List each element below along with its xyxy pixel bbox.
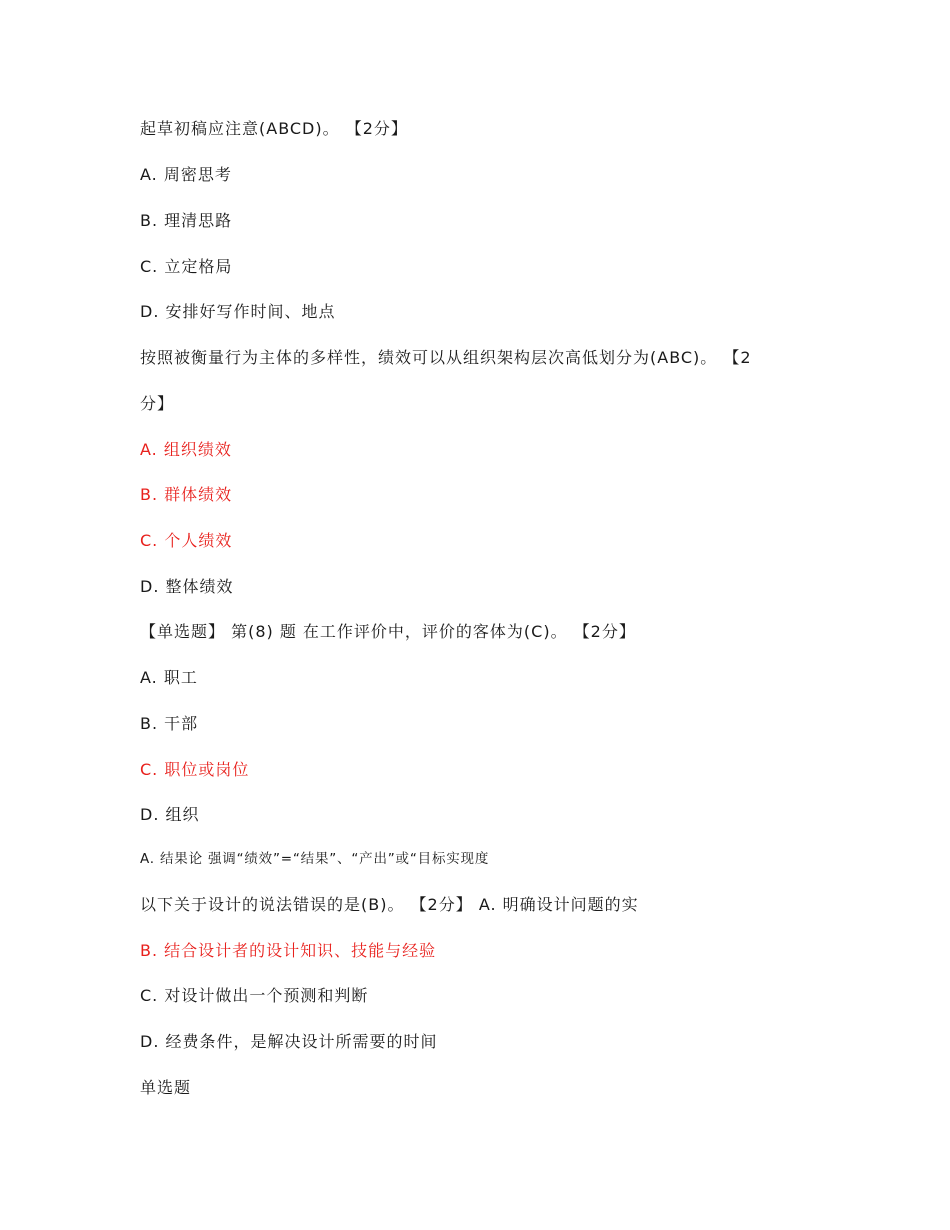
question-4-option-c: C. 对设计做出一个预测和判断	[140, 986, 369, 1005]
note-line: A. 结果论 强调“绩效”=“结果”、“产出”或“目标实现度	[140, 851, 490, 867]
question-1-option-c: C. 立定格局	[140, 257, 233, 276]
question-1-option-d: D. 安排好写作时间、地点	[140, 302, 336, 321]
question-2-option-c-correct: C. 个人绩效	[140, 531, 233, 550]
question-4-option-d: D. 经费条件，是解决设计所需要的时间	[140, 1032, 438, 1051]
question-2: 按照被衡量行为主体的多样性，绩效可以从组织架构层次高低划分为(ABC)。 【2	[140, 348, 752, 367]
question-3-option-c-correct: C. 职位或岗位	[140, 760, 250, 779]
question-4-option-b-correct: B. 结合设计者的设计知识、技能与经验	[140, 941, 437, 960]
question-3-option-b: B. 干部	[140, 714, 199, 733]
question-1: 起草初稿应注意(ABCD)。 【2分】	[140, 119, 408, 138]
section-label: 单选题	[140, 1078, 192, 1097]
question-2-continued: 分】	[140, 394, 175, 413]
question-2-option-b-correct: B. 群体绩效	[140, 485, 233, 504]
question-2-option-d: D. 整体绩效	[140, 577, 234, 596]
question-3-option-d: D. 组织	[140, 805, 200, 824]
question-3-option-a: A. 职工	[140, 668, 198, 687]
question-4: 以下关于设计的说法错误的是(B)。 【2分】 A. 明确设计问题的实	[140, 895, 639, 914]
question-2-option-a-correct: A. 组织绩效	[140, 440, 232, 459]
question-1-option-b: B. 理清思路	[140, 211, 233, 230]
question-3: 【单选题】 第(8) 题 在工作评价中，评价的客体为(C)。 【2分】	[140, 622, 636, 641]
question-1-option-a: A. 周密思考	[140, 165, 232, 184]
